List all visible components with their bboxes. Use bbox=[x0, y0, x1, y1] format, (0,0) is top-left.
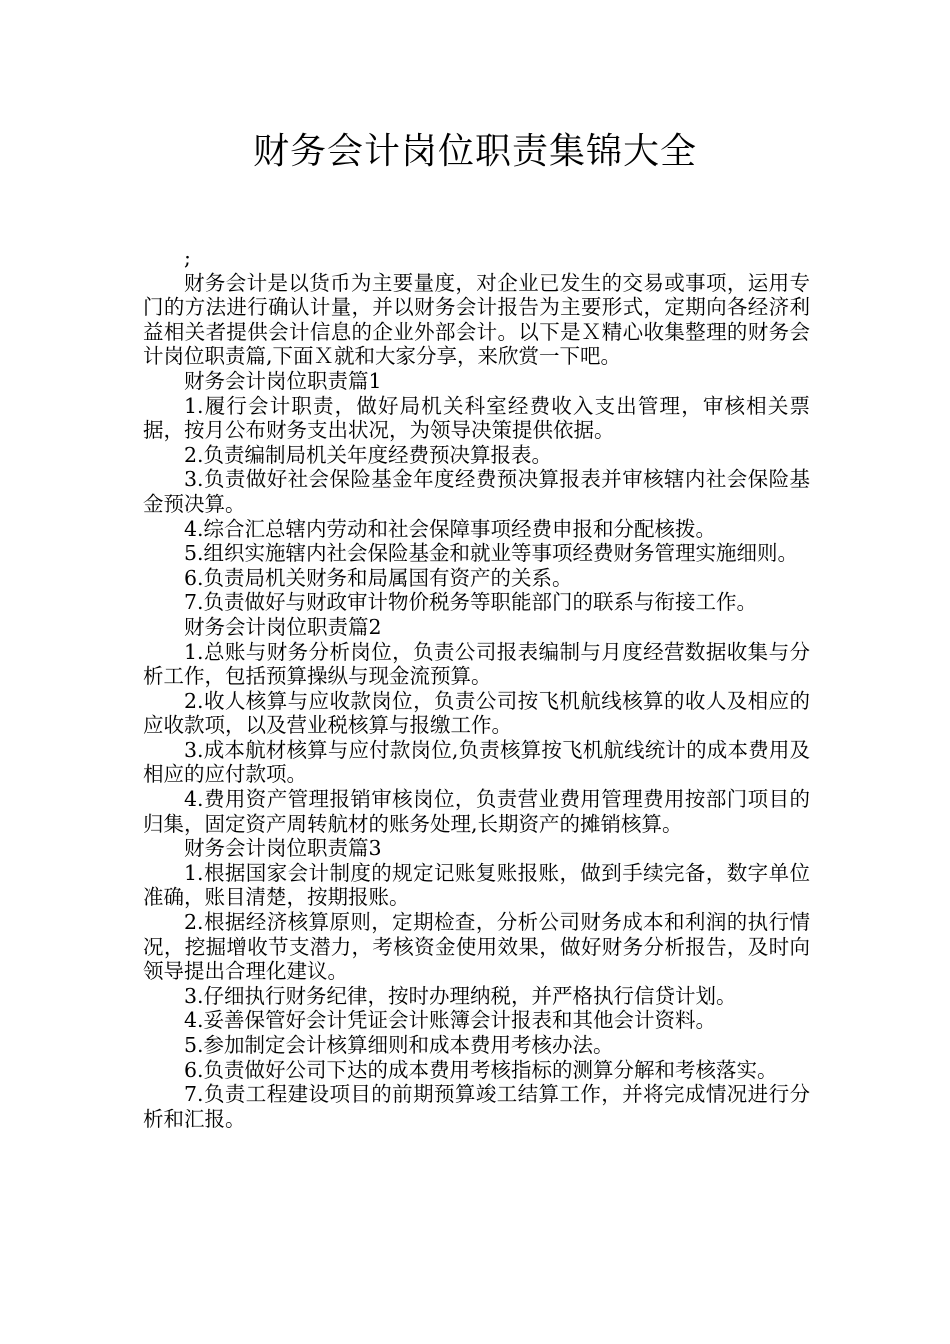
paragraph: 4.妥善保管好会计凭证会计账簿会计报表和其他会计资料。 bbox=[184, 1008, 717, 1033]
section-heading-2: 财务会计岗位职责篇2 bbox=[184, 614, 382, 639]
document-body bbox=[143, 246, 810, 1131]
paragraph: 4.费用资产管理报销审核岗位，负责营业费用管理费用按部门项目的归集，固定资产周转航材的账务处理,长期资产的摊销核算。 bbox=[143, 787, 810, 836]
paragraph: 3.仔细执行财务纪律，按时办理纳税，并严格执行信贷计划。 bbox=[184, 983, 737, 1008]
paragraph: 3.成本航材核算与应付款岗位,负责核算按飞机航线统计的成本费用及相应的应付款项。 bbox=[143, 737, 810, 787]
paragraph: 1.总账与财务分析岗位，负责公司报表编制与月度经营数据收集与分析工作，包括预算操纵与现金流预算。 bbox=[143, 639, 810, 689]
paragraph: 3.负责做好社会保险基金年度经费预决算报表并审核辖内社会保险基金预决算。 bbox=[143, 467, 810, 516]
section-heading-1: 财务会计岗位职责篇1 bbox=[184, 368, 382, 393]
section-heading-3: 财务会计岗位职责篇3 bbox=[184, 836, 382, 861]
paragraph: 2.收人核算与应收款岗位，负责公司按飞机航线核算的收人及相应的应收款项，以及营业税核算与报缴工作。 bbox=[143, 688, 810, 738]
paragraph: 6.负责做好公司下达的成本费用考核指标的测算分解和考核落实。 bbox=[184, 1057, 778, 1082]
document-title: 财务会计岗位职责集锦大全 bbox=[252, 131, 697, 172]
paragraph: 2.负责编制局机关年度经费预决算报表。 bbox=[184, 442, 553, 467]
paragraph: 6.负责局机关财务和局属国有资产的关系。 bbox=[184, 565, 573, 590]
paragraph: 5.组织实施辖内社会保险基金和就业等事项经费财务管理实施细则。 bbox=[184, 541, 799, 566]
paragraph-intro: 财务会计是以货币为主要量度，对企业已发生的交易或事项，运用专门的方法进行确认计量，并以财务会计报告为主要形式，定期向各经济利益相关者提供会计信息的企业外部会计。以下是Ｘ精心收集整理的财务会计岗位职责篇,下面Ｘ就和大家分享，来欣赏一下吧。 bbox=[143, 270, 810, 369]
paragraph: 7.负责做好与财政审计物价税务等职能部门的联系与衔接工作。 bbox=[184, 590, 758, 615]
paragraph: 2.根据经济核算原则，定期检查，分析公司财务成本和利润的执行情况，挖掘增收节支潜力，考核资金使用效果，做好财务分析报告，及时向领导提出合理化建议。 bbox=[143, 910, 810, 984]
paragraph: 4.综合汇总辖内劳动和社会保障事项经费申报和分配核拨。 bbox=[184, 516, 717, 541]
paragraph: 7.负责工程建设项目的前期预算竣工结算工作，并将完成情况进行分析和汇报。 bbox=[143, 1082, 810, 1131]
paragraph: 1.根据国家会计制度的规定记账复账报账，做到手续完备，数字单位准确，账目清楚，按期报账。 bbox=[143, 860, 810, 910]
paragraph-separator: ; bbox=[184, 246, 191, 270]
paragraph: 5.参加制定会计核算细则和成本费用考核办法。 bbox=[184, 1033, 614, 1057]
paragraph: 1.履行会计职责，做好局机关科室经费收入支出管理，审核相关票据，按月公布财务支出状况，为领导决策提供依据。 bbox=[143, 393, 810, 443]
